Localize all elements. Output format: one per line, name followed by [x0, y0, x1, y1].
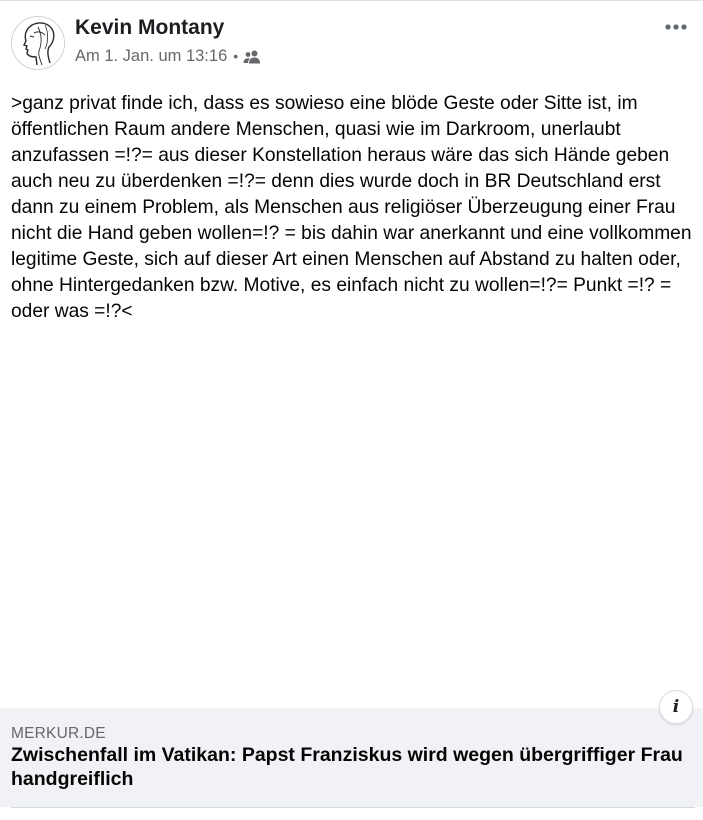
meta-separator: • — [233, 48, 239, 64]
more-options-button[interactable] — [660, 14, 692, 40]
post-meta — [75, 45, 261, 67]
link-domain: MERKUR.DE — [11, 725, 106, 742]
post-header — [0, 0, 703, 80]
more-horizontal-icon — [665, 24, 687, 30]
author-name[interactable]: Kevin Montany — [75, 16, 225, 39]
link-preview[interactable] — [0, 697, 703, 820]
friends-icon[interactable] — [243, 50, 261, 64]
profile-sketch-icon — [12, 17, 64, 69]
avatar[interactable] — [11, 16, 65, 70]
post-timestamp[interactable]: Am 1. Jan. um 13:16 — [75, 47, 228, 65]
link-preview-divider — [11, 807, 695, 808]
post-body-text: >ganz privat finde ich, dass es sowieso eine blöde Geste oder Sitte ist, im öffentlichen Raum andere Menschen, quasi wie im Darkroom, unerlaubt anzufassen =!?= aus dieser Konstellation heraus wäre das sich Hände geben auch neu zu überdenken =!?= denn dies wurde doch in BR Deutschland erst dann zu einem Problem, als Menschen aus religiöser Überzeugung einer Frau nicht die Hand geben wollen=!? = bis dahin war anerkannt und eine vollkommen legitime Geste, sich auf dieser Art einen Menschen auf Abstand zu halten oder, ohne Hintergedanken bzw. Motive, es einfach nicht zu wollen=!?= Punkt =!? = oder was =!?< — [11, 93, 692, 322]
info-button[interactable]: i — [659, 690, 693, 724]
link-title[interactable]: Zwischenfall im Vatikan: Papst Franziskus wird wegen übergriffiger Frau handgreiflich — [11, 744, 683, 790]
